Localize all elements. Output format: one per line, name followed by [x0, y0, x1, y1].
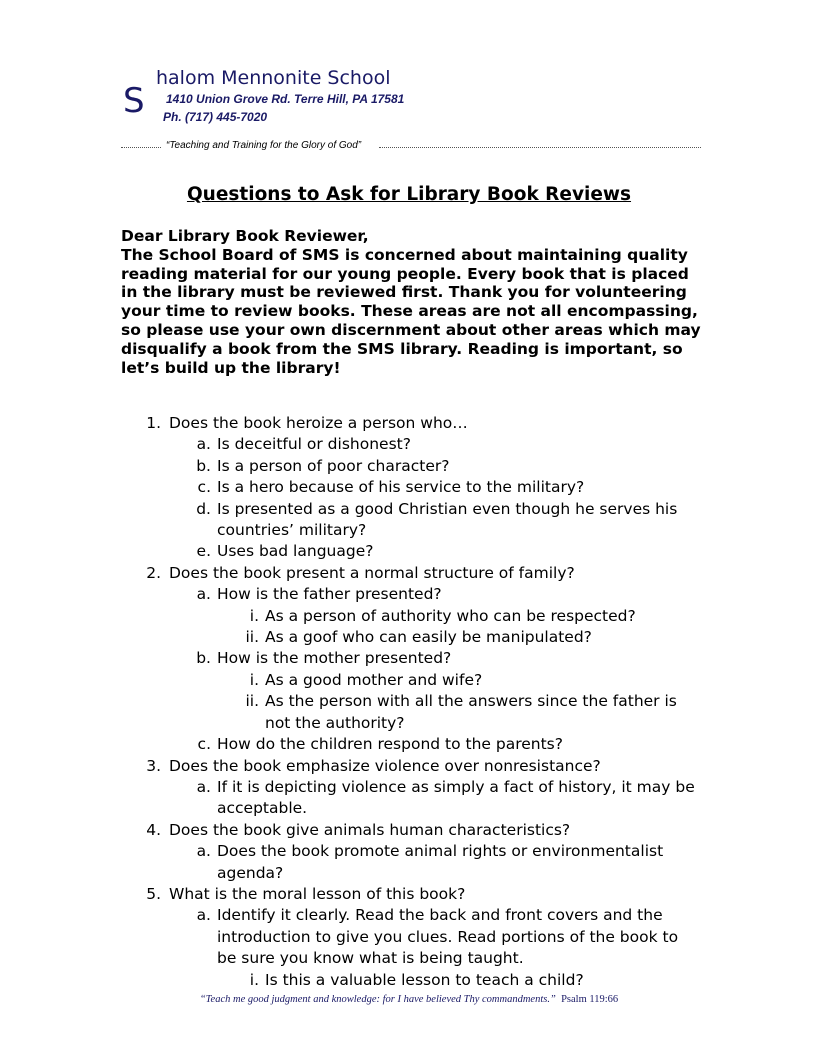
item-number: 4.: [146, 820, 161, 839]
school-address: 1410 Union Grove Rd. Terre Hill, PA 17581: [166, 92, 405, 106]
item-text: Is a person of poor character?: [217, 456, 450, 475]
school-motto: “Teaching and Training for the Glory of God”: [166, 140, 362, 151]
item-text: Uses bad language?: [217, 542, 374, 561]
dotted-rule-right: [379, 147, 701, 148]
item-number: i.: [249, 606, 259, 625]
item-number: a.: [196, 585, 211, 604]
item-text: What is the moral lesson of this book?: [169, 884, 466, 903]
item-text: Does the book heroize a person who…: [169, 414, 468, 432]
intro-letter: [121, 227, 701, 377]
sub-sub-question-item: [121, 691, 701, 734]
page-title: Questions to Ask for Library Book Reviews: [186, 184, 632, 205]
item-text: Is deceitful or dishonest?: [217, 435, 411, 454]
sub-question-item: [121, 499, 701, 542]
sub-question-item: [121, 648, 701, 669]
sub-question-item: [121, 434, 701, 455]
item-number: i.: [249, 670, 259, 689]
item-text: How is the mother presented?: [217, 649, 452, 668]
sub-question-item: [121, 541, 701, 562]
item-number: a.: [196, 906, 211, 925]
item-number: a.: [196, 435, 211, 454]
sub-question-item: [121, 905, 701, 969]
footer-verse: [121, 994, 697, 1005]
school-phone: Ph. (717) 445-7020: [163, 110, 268, 124]
motto-rule: [121, 140, 701, 154]
item-text: If it is depicting violence as simply a fact of history, it may be acceptable.: [217, 777, 695, 818]
item-text: Does the book promote animal rights or environmentalist agenda?: [217, 842, 664, 882]
footer-reference: Psalm 119:66: [561, 994, 619, 1005]
item-number: 5.: [146, 884, 161, 903]
sub-question-item: [121, 456, 701, 477]
sub-question-item: [121, 734, 701, 755]
sub-sub-question-item: [121, 627, 701, 648]
question-item: [121, 413, 701, 434]
sub-sub-question-item: [121, 606, 701, 627]
school-initial: S: [123, 81, 145, 121]
sub-sub-question-item: [121, 970, 701, 991]
item-number: a.: [196, 777, 211, 796]
item-number: c.: [197, 735, 211, 754]
dotted-rule-left: [121, 147, 161, 148]
item-number: 1.: [146, 414, 161, 432]
item-text: Identify it clearly. Read the back and front covers and the introduction to give you clues. Read portions of the book to be sure you know what is being taught.: [217, 906, 679, 968]
question-item: [121, 756, 701, 777]
sub-question-item: [121, 584, 701, 605]
question-list: [121, 413, 701, 991]
item-text: Is this a valuable lesson to teach a child?: [265, 970, 584, 989]
salutation: Dear Library Book Reviewer,: [121, 227, 369, 245]
item-text: Does the book give animals human characteristics?: [169, 820, 571, 839]
school-name: halom Mennonite School: [156, 67, 391, 89]
item-text: As the person with all the answers since the father is not the authority?: [265, 692, 677, 732]
item-number: 3.: [146, 756, 161, 775]
letterhead: [121, 64, 701, 154]
item-text: As a goof who can easily be manipulated?: [265, 628, 592, 647]
item-text: Is a hero because of his service to the military?: [217, 478, 585, 497]
item-text: Is presented as a good Christian even though he serves his countries’ military?: [217, 499, 678, 540]
item-number: ii.: [245, 628, 259, 647]
item-number: a.: [196, 842, 211, 861]
question-item: [121, 820, 701, 841]
item-number: 2.: [146, 563, 161, 582]
item-text: How is the father presented?: [217, 585, 442, 604]
item-number: b.: [196, 649, 211, 668]
question-item: [121, 563, 701, 584]
item-number: ii.: [245, 692, 259, 711]
sub-question-item: [121, 841, 701, 884]
item-text: Does the book present a normal structure of family?: [169, 563, 575, 582]
sub-question-item: [121, 777, 701, 820]
item-number: d.: [196, 499, 211, 518]
item-text: How do the children respond to the parents?: [217, 735, 563, 754]
item-number: e.: [196, 542, 211, 561]
item-text: As a good mother and wife?: [265, 670, 483, 689]
footer-quote: “Teach me good judgment and knowledge: for I have believed Thy commandments.”: [199, 994, 556, 1005]
item-text: Does the book emphasize violence over nonresistance?: [169, 756, 601, 775]
item-number: i.: [249, 970, 259, 989]
item-number: c.: [197, 478, 211, 497]
question-item: [121, 884, 701, 905]
sub-question-item: [121, 477, 701, 498]
sub-sub-question-item: [121, 670, 701, 691]
item-number: b.: [196, 456, 211, 475]
intro-body: The School Board of SMS is concerned about maintaining quality reading material for our young people. Every book that is placed in the library must be reviewed first. Thank you for volunteering your time to review books. These areas are not all encompassing, so please use your own discernment about other areas which may disqualify a book from the SMS library. Reading is important, so let’s build up the library!: [121, 245, 701, 377]
item-text: As a person of authority who can be respected?: [265, 606, 636, 625]
